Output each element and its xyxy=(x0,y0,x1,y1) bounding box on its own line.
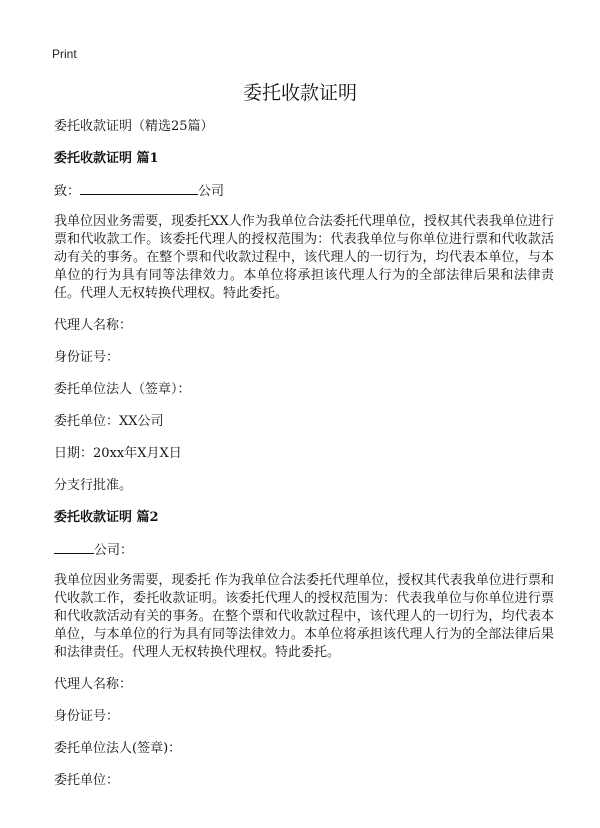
section-1-date: 日期：20xx年X月X日 xyxy=(54,446,182,461)
section-2-body: 我单位因业务需要，现委托 作为我单位合法委托代理单位，授权其代表我单位进行票和代收款工作，委托收款证明。该委托代理人的授权范围为：代表我单位与你单位进行票和代收款活动有关的事务。在整个票和代收款过程中，该代理人的一切行为，均代表本单位，与本单位的行为具有同等法律效力。本单位将承担该代理人行为的全部法律后果和法律责任。代理人无权转换代理权。特此委托。 xyxy=(54,573,554,660)
section-2-agent-name: 代理人名称： xyxy=(54,677,133,692)
section-1-agent-name: 代理人名称： xyxy=(54,318,133,333)
section-1-entrusting-unit: 委托单位：XX公司 xyxy=(54,414,164,429)
print-link[interactable]: Print xyxy=(52,47,77,61)
section-1-id-number: 身份证号： xyxy=(54,350,120,365)
document-subtitle: 委托收款证明（精选25篇） xyxy=(54,119,214,134)
addressee-suffix: 公司 xyxy=(198,184,225,199)
section-2-addressee-line xyxy=(54,539,554,560)
section-1-heading: 委托收款证明 篇1 xyxy=(54,151,159,166)
section-1-addressee-line xyxy=(54,180,554,201)
section-1-body: 我单位因业务需要，现委托XX人作为我单位合法委托代理单位，授权其代表我单位进行票和代收款工作。该委托代理人的授权范围为：代表我单位与你单位进行票和代收款活动有关的事务。在整个票和代收款过程中，该代理人的一切行为，均代表本单位，与本单位的行为具有同等法律效力。本单位将承担该代理人行为的全部法律后果和法律责任。代理人无权转换代理权。特此委托。 xyxy=(54,214,554,301)
addressee-blank xyxy=(80,180,198,195)
section-2-heading: 委托收款证明 篇2 xyxy=(54,510,159,525)
addressee-prefix: 致： xyxy=(54,184,81,199)
document-body xyxy=(54,118,554,804)
addressee-blank xyxy=(54,539,94,554)
section-2-entrusting-unit: 委托单位： xyxy=(54,773,120,788)
section-1-branch-approval: 分支行批准。 xyxy=(54,478,133,493)
section-1-legal-rep-seal: 委托单位法人（签章）： xyxy=(54,382,191,397)
page-title: 委托收款证明 xyxy=(242,82,357,104)
section-2-legal-rep-seal: 委托单位法人(签章)： xyxy=(54,741,182,756)
addressee-suffix: 公司： xyxy=(94,543,134,558)
section-2-id-number: 身份证号： xyxy=(54,709,120,724)
